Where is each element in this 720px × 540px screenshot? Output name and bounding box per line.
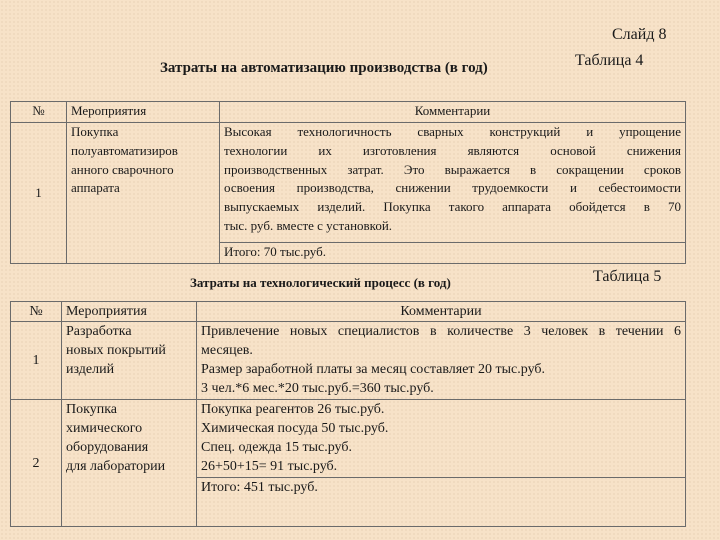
table1-caption: Таблица 4 — [575, 52, 644, 69]
activity-line: оборудования — [66, 440, 149, 456]
comment-line: Покупка реагентов 26 тыс.руб. — [201, 402, 385, 418]
automation-costs-table — [10, 101, 686, 264]
row-num: 2 — [11, 400, 62, 527]
activity-line: новых покрытий — [66, 343, 166, 359]
table2-caption: Таблица 5 — [593, 268, 662, 285]
header-num: № — [11, 102, 67, 123]
comment-line: Спец. одежда 15 тыс.руб. — [201, 440, 352, 456]
row-activity — [62, 400, 197, 527]
row-activity — [62, 322, 197, 400]
table-row — [11, 122, 686, 242]
comment-line: тыс. руб. вместе с установкой. — [224, 217, 393, 233]
activity-line: химического — [66, 421, 143, 437]
row-comment — [197, 322, 686, 400]
comment-line: Размер заработной платы за месяц составляет 20 тыс.руб. — [201, 362, 546, 378]
header-num: № — [11, 302, 62, 322]
table1-title: Затраты на автоматизацию производства (в год) — [160, 60, 488, 76]
table-row — [11, 400, 686, 478]
activity-line: Покупка — [71, 123, 119, 139]
row-num: 1 — [11, 322, 62, 400]
header-activity: Мероприятия — [67, 102, 220, 123]
comment-line: освоения производства, снижении трудоемкости и себестоимости — [224, 180, 681, 196]
tech-process-costs-table — [10, 301, 686, 527]
activity-line: Покупка — [66, 402, 118, 418]
comment-line: Химическая посуда 50 тыс.руб. — [201, 421, 389, 437]
comment-line: Высокая технологичность сварных конструкций и упрощение — [224, 123, 681, 139]
header-comment: Комментарии — [220, 102, 686, 123]
row-comment — [197, 400, 686, 478]
comment-line: выпускаемых изделий. Покупка такого аппарата обойдется в 70 — [224, 199, 681, 215]
row-comment — [220, 122, 686, 242]
header-comment: Комментарии — [197, 302, 686, 322]
activity-line: полуавтоматизиров — [71, 142, 178, 158]
activity-line: аппарата — [71, 180, 120, 196]
total-cell: Итого: 70 тыс.руб. — [220, 243, 686, 264]
table2-title: Затраты на технологический процесс (в год) — [190, 275, 451, 290]
comment-line: 3 чел.*6 мес.*20 тыс.руб.=360 тыс.руб. — [201, 381, 434, 397]
comment-line: производственных затрат. Это выражается в сокращении сроков — [224, 161, 681, 177]
activity-line: для лаборатории — [66, 459, 166, 475]
comment-line: месяцев. — [201, 343, 253, 359]
activity-line: Разработка — [66, 324, 132, 340]
table-header-row — [11, 302, 686, 322]
total-cell: Итого: 451 тыс.руб. — [197, 478, 686, 527]
comment-line: 26+50+15= 91 тыс.руб. — [201, 459, 338, 475]
comment-line: Привлечение новых специалистов в количестве 3 человек в течении 6 — [201, 324, 681, 340]
header-activity: Мероприятия — [62, 302, 197, 322]
row-num: 1 — [11, 122, 67, 263]
activity-line: анного сварочного — [71, 161, 174, 177]
activity-line: изделий — [66, 362, 115, 378]
table-row — [11, 322, 686, 400]
comment-line: технологии их изготовления являются основой снижения — [224, 142, 681, 158]
slide-number: Слайд 8 — [612, 26, 667, 43]
table-header-row — [11, 102, 686, 123]
row-activity — [67, 122, 220, 263]
